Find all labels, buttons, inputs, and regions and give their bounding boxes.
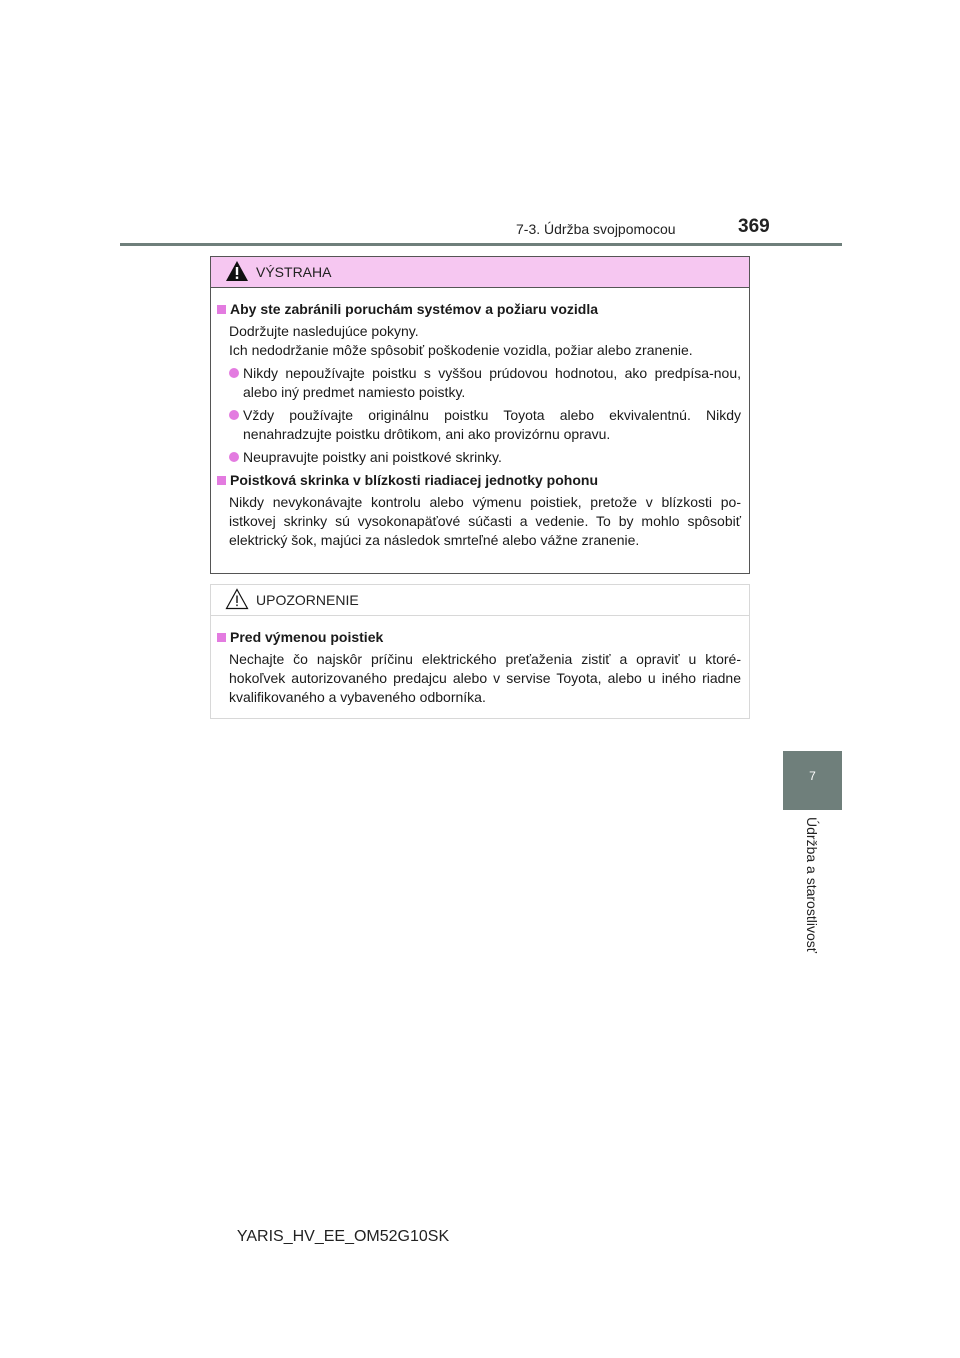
warning-paragraph: Dodržujte nasledujúce pokyny. Ich nedodržanie môže spôsobiť poškodenie vozidla, požiar alebo zranenie. bbox=[229, 323, 693, 358]
caution-paragraph: Nechajte čo najskôr príčinu elektrického preťaženia zistiť a opraviť u ktoré-hokoľvek autorizovaného predajcu alebo v servise Toyota, alebo u iného riadne kvalifikovaného a vybaveného odborníka. bbox=[229, 651, 741, 705]
round-bullet-icon bbox=[229, 410, 239, 420]
caution-box bbox=[210, 584, 750, 719]
warning-bullet: Vždy používajte originálnu poistku Toyota alebo ekvivalentnú. Nikdy nenahradzujte poistku drôtikom, ani ako provizórnu opravu. bbox=[229, 406, 741, 444]
round-bullet-icon bbox=[229, 452, 239, 462]
caution-triangle-icon bbox=[225, 588, 249, 610]
page-number: 369 bbox=[738, 216, 770, 237]
warning-header bbox=[211, 257, 749, 288]
header-rule bbox=[120, 243, 842, 246]
warning-title: VÝSTRAHA bbox=[256, 264, 332, 280]
caution-section-heading: Pred výmenou poistiek bbox=[217, 628, 741, 647]
warning-bullet: Neupravujte poistky ani poistkové skrinky. bbox=[229, 448, 741, 467]
warning-triangle-icon bbox=[225, 260, 249, 282]
chapter-label: Údržba a starostlivosť bbox=[804, 817, 820, 953]
caution-title: UPOZORNENIE bbox=[256, 592, 359, 608]
square-bullet-icon bbox=[217, 476, 226, 485]
header-section-title: 7-3. Údržba svojpomocou bbox=[516, 221, 676, 237]
square-bullet-icon bbox=[217, 633, 226, 642]
square-bullet-icon bbox=[217, 305, 226, 314]
chapter-number: 7 bbox=[809, 769, 816, 783]
caution-header bbox=[211, 585, 749, 616]
chapter-tab bbox=[783, 751, 842, 810]
round-bullet-icon bbox=[229, 368, 239, 378]
warning-box bbox=[210, 256, 750, 574]
warning-bullet: Nikdy nepoužívajte poistku s vyššou prúdovou hodnotou, ako predpísa-nou, alebo iný predmet namiesto poistky. bbox=[229, 364, 741, 402]
warning-section-heading: Aby ste zabránili poruchám systémov a požiaru vozidla bbox=[217, 300, 741, 319]
document-code: YARIS_HV_EE_OM52G10SK bbox=[236, 1228, 450, 1245]
warning-paragraph: Nikdy nevykonávajte kontrolu alebo výmenu poistiek, pretože v blízkosti po-istkovej skrinky sú vysokonapäťové súčasti a vedenie. To by mohlo spôsobiť elektrický šok, majúci za následok smrteľné alebo vážne zranenie. bbox=[229, 494, 741, 548]
warning-section-heading: Poistková skrinka v blízkosti riadiacej jednotky pohonu bbox=[217, 471, 741, 490]
caution-body bbox=[211, 616, 749, 707]
warning-body bbox=[211, 288, 749, 550]
